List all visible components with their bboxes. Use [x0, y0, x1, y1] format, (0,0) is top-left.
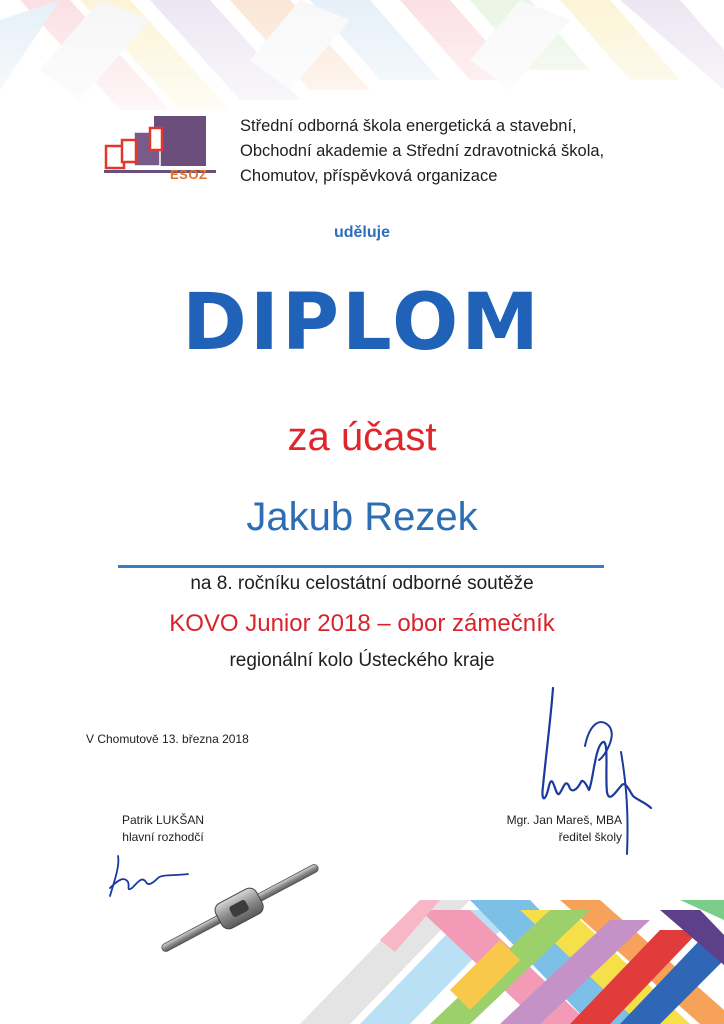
school-line: Chomutov, příspěvková organizace: [240, 167, 498, 185]
recipient-name: Jakub Rezek: [246, 495, 478, 539]
issue-date: V Chomutově 13. března 2018: [86, 732, 249, 746]
school-line: Obchodní akademie a Střední zdravotnická škola,: [240, 142, 605, 160]
signatory-right: [468, 812, 622, 846]
competition-line: na 8. ročníku celostátní odborné soutěže: [190, 573, 534, 594]
signatory-role: ředitel školy: [558, 830, 622, 844]
competition-name: KOVO Junior 2018 – obor zámečník: [169, 610, 555, 637]
school-name: [240, 114, 604, 189]
diploma-title: DIPLOM: [182, 278, 542, 368]
logo-text: ESOZ: [170, 167, 208, 182]
signatory-name: Mgr. Jan Mareš, MBA: [506, 813, 622, 827]
award-reason: za účast: [287, 415, 437, 459]
divider-line: [118, 565, 604, 568]
bottom-decoration: [0, 880, 724, 1024]
competition-region: regionální kolo Ústeckého kraje: [229, 650, 495, 671]
school-line: Střední odborná škola energetická a stavební,: [240, 117, 577, 135]
signatory-left: [108, 812, 218, 846]
awards-label: uděluje: [333, 224, 390, 241]
signatory-role: hlavní rozhodčí: [122, 830, 204, 844]
signatory-name: Patrik LUKŠAN: [121, 813, 205, 827]
